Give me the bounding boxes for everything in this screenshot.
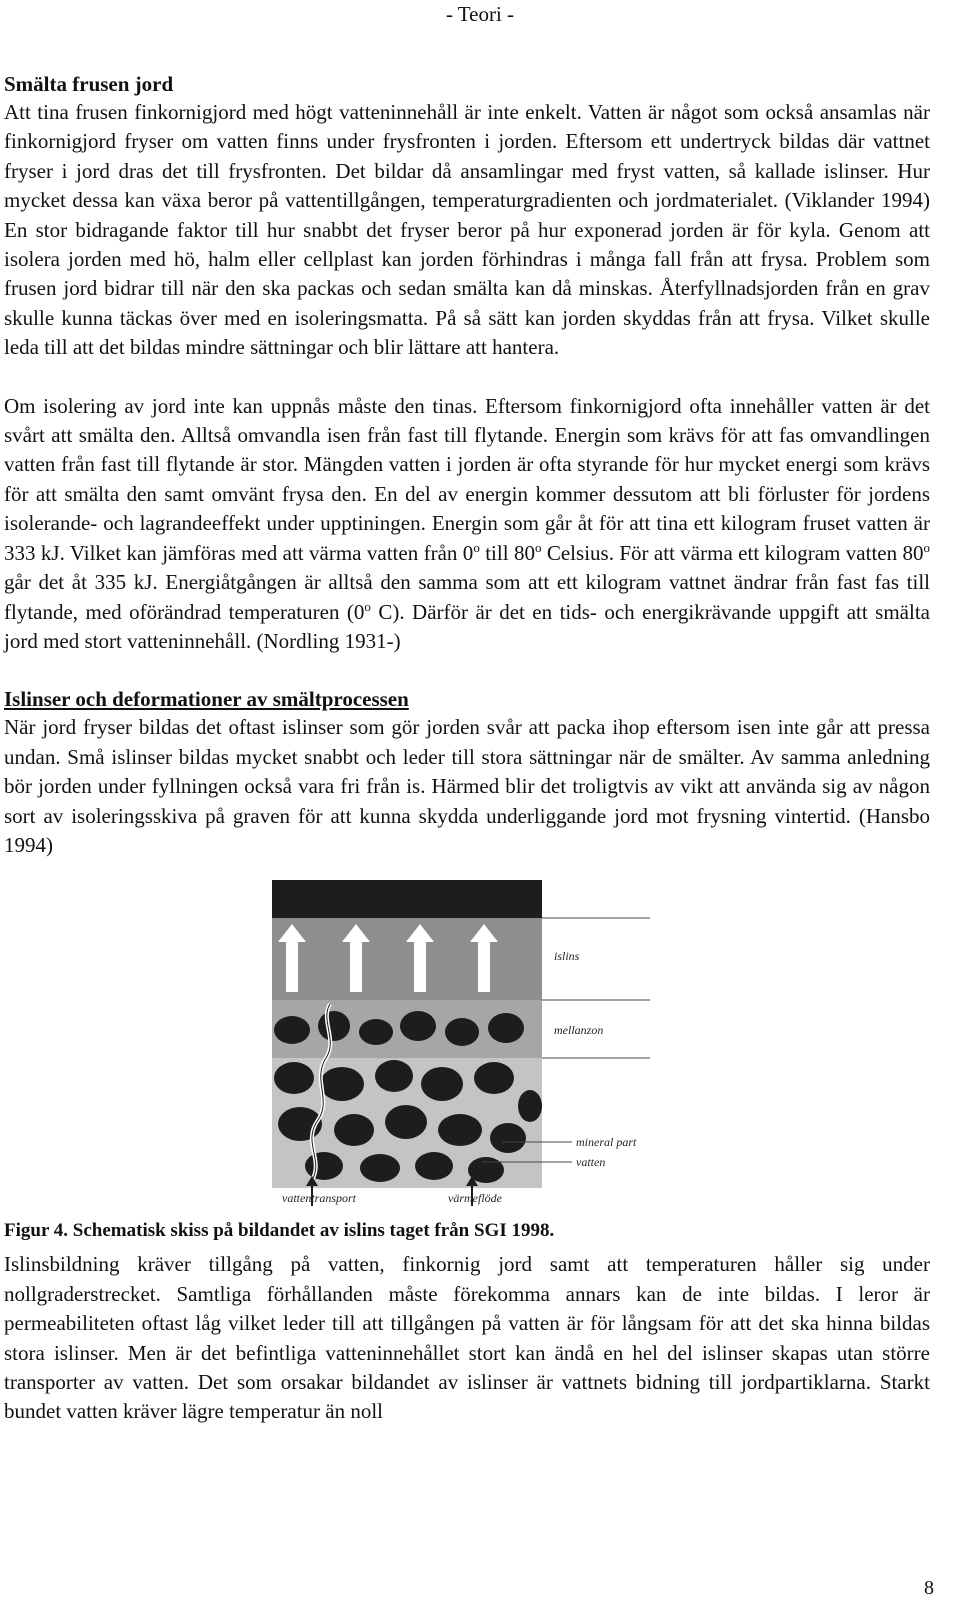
islins-figure [272,880,650,1210]
page-content [4,70,930,1427]
paragraph-spacer [4,363,930,392]
degree-mark: o [923,539,930,555]
figure-caption: Figur 4. Schematisk skiss på bildandet av islins taget från SGI 1998. [4,1220,555,1242]
frozen-layer [272,880,542,918]
islins-diagram [272,880,650,1210]
label-islins: islins [554,949,580,964]
section-heading-islinser: Islinser och deformationer av smältprocessen [4,687,409,712]
page-number: 8 [924,1577,934,1599]
degree-mark: o [473,539,480,555]
label-varmeflode: värmeflöde [448,1191,502,1206]
label-mineral-part: mineral part [576,1135,637,1150]
paragraph-islinser: När jord fryser bildas det oftast islinser som gör jorden svår att packa ihop eftersom isen inte går att pressa undan. Små islinser bildas mycket snabbt och leder till stora sättningar när de smälter. Av samma anledning bör jorden under fyllningen också vara fri från is. Härmed blir det troligtvis av vikt att använda sig av någon sort av isoleringsskiva på graven för att kunna skydda underliggande jord mot frysning vintertid. (Hansbo 1994) [4,715,930,857]
section-heading-smalta: Smälta frusen jord [4,72,174,96]
paragraph-spacer [4,656,930,685]
label-mellanzon: mellanzon [554,1023,604,1038]
label-vatten: vatten [576,1155,606,1170]
islins-zone [272,918,542,1000]
page-header: - Teori - [445,2,515,26]
degree-mark: o [534,539,542,555]
label-vattentransport: vattentransport [282,1191,356,1206]
degree-mark: o [364,598,371,614]
paragraph-tina: Om isolering av jord inte kan uppnås måste den tinas. Eftersom finkornigjord ofta innehåller vatten är det svårt att smälta den. Alltså omvandla isen från fast till flytande. Energin som krävs för att fas omvandlingen vatten från fast till flytande är stor. Mängden vatten i jorden är ofta styrande för hur mycket energi som krävs för att smälta den samt omvänt frysa den. En del av energin kommer dessutom att bli förluster för jordens isolerande- och lagrandeeffekt under upptiningen. Energin som går åt för att tina ett kilogram fruset vatten är 333 kJ. Vilket kan jämföras med att värma vatten från 0$^o$ till 80$^o$ Celsius. För att värma ett kilogram vatten 80$^o$ går det åt 335 kJ. Energiåtgången är alltså den samma som att ett kilogram vattnet ändrar från fast fas till flytande, med oförändrad temperaturen (0$^o$ C). Därför är det en tids- och energikrävande uppgift att smälta jord med stort vatteninnehåll. (Nordling 1931-) [4,393,930,653]
paragraph-isolering: Att tina frusen finkornigjord med högt vatteninnehåll är inte enkelt. Vatten är något som också ansamlas när finkornigjord fryser om vatten finns under frysfronten i jorden. Eftersom ett undertryck bildas där vattnet fryser i jord dras det till frysfronten. Det bildar då ansamlingar med fryst vatten, så kallade islinser. Hur mycket dessa kan växa beror på vattentillgången, temperaturgradienten och jordmaterialet. (Viklander 1994) En stor bidragande faktor till hur snabbt det fryser beror på hur exponerad jorden är för kyla. Genom att isolera jorden med hö, halm eller cellplast kan jorden förhindras i många fall från att frysa. Problem som frusen jord bidrar till när den ska packas och sedan smälta kan då minskas. Återfyllnadsjorden från en grav skulle kunna täckas över med en isoleringsmatta. På så sätt kan jorden skyddas från att frysa. Vilket skulle leda till att det bildas mindre sättningar och blir lättare att hantera. [4,100,930,360]
paragraph-islinsbildning: Islinsbildning kräver tillgång på vatten, finkornig jord samt att temperaturen håller sig under nollgraderstrecket. Samtliga förhållanden måste förekomma annars kan de inte bildas. I leror är permeabiliteten oftast låg vilket leder till att tillgången på vatten är för långsam för att det ska hinna bildas stora islinser. Men är det befintliga vatteninnehållet stort kan ändå en hel del islinser skapas utan större transporter av vatten. Det som orsakar bildandet av islinser är vattnets bidning till jordpartiklarna. Starkt bundet vatten kräver lägre temperatur än noll [4,1252,930,1424]
